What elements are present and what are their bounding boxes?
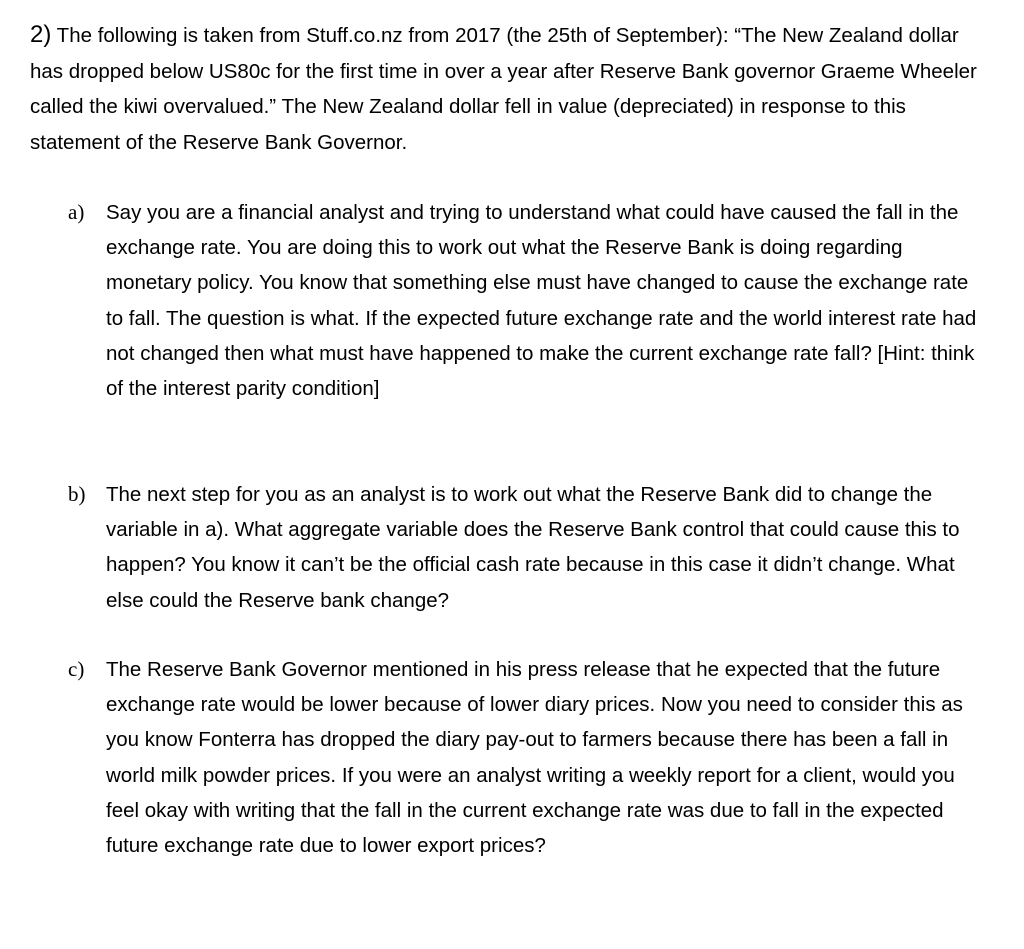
- subquestion-a-label: a): [68, 200, 85, 224]
- subquestion-b-label: b): [68, 482, 86, 506]
- question-intro: [30, 17, 990, 160]
- subquestion-b: [68, 477, 988, 618]
- question-number: 2): [30, 21, 52, 48]
- subquestion-a-text: Say you are a financial analyst and trying to understand what could have caused the fall in the exchange rate. You are doing this to work out what the Reserve Bank is doing regarding monetary policy. You know that something else must have changed to cause the exchange rate to fall. The question is what. If the expected future exchange rate and the world interest rate had not changed then what must have happened to make the current exchange rate fall? [Hint: think of the interest parity condition]: [106, 201, 977, 401]
- subquestion-b-text: The next step for you as an analyst is to work out what the Reserve Bank did to change the variable in a). What aggregate variable does the Reserve Bank control that could cause this to happen? You know it can’t be the official cash rate because in this case it didn’t change. What else could the Reserve bank change?: [106, 483, 960, 612]
- question-intro-text: The following is taken from Stuff.co.nz from 2017 (the 25th of September): “The New Zealand dollar has dropped below US80c for the first time in over a year after Reserve Bank governor Graeme Wheeler called the kiwi overvalued.” The New Zealand dollar fell in value (depreciated) in response to this statement of the Reserve Bank Governor.: [30, 24, 977, 154]
- subquestion-a: [68, 195, 988, 406]
- subquestion-c-text: The Reserve Bank Governor mentioned in his press release that he expected that the future exchange rate would be lower because of lower diary prices. Now you need to consider this as you know Fonterra has dropped the diary pay-out to farmers because there has been a fall in world milk powder prices. If you were an analyst writing a weekly report for a client, would you feel okay with writing that the fall in the current exchange rate was due to fall in the expected future exchange rate due to lower export prices?: [106, 658, 963, 858]
- subquestion-c-label: c): [68, 657, 85, 681]
- subquestion-c: [68, 652, 988, 863]
